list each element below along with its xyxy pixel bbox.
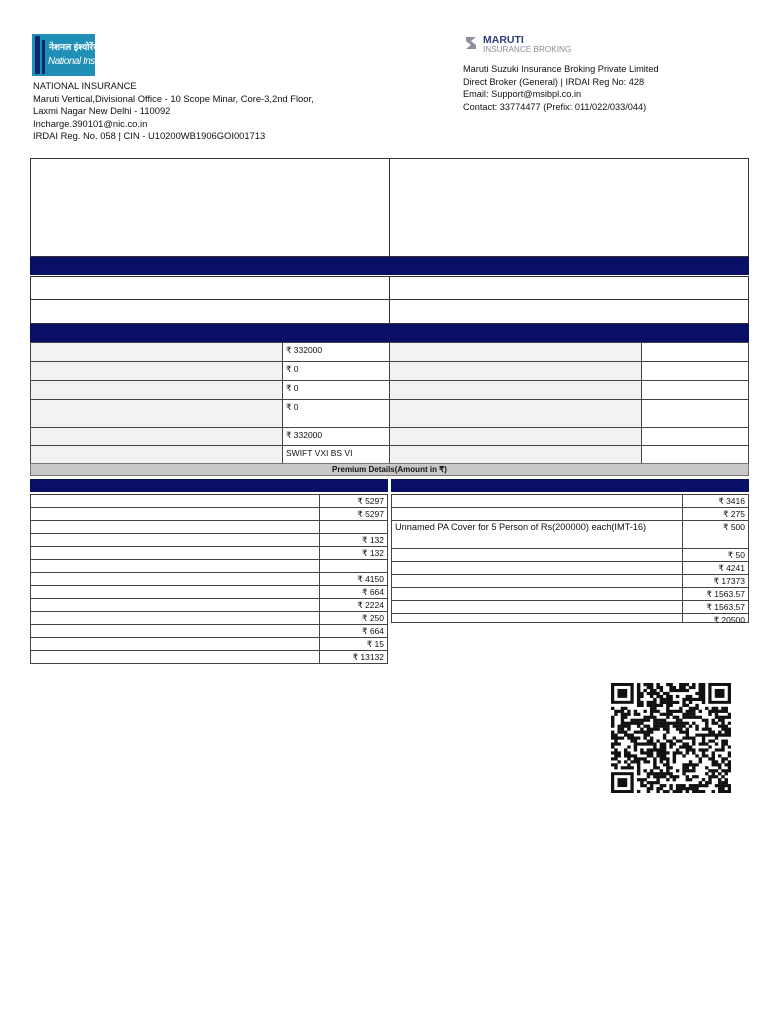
insurer-email: Incharge.390101@nic.co.in [33,117,148,129]
premium-amount: ₹ 5297 [357,509,384,519]
premium-amount: ₹ 4241 [718,563,745,573]
left-premium-table [30,494,388,664]
idv-value: ₹ 332000 [286,345,323,355]
premium-row [392,521,748,549]
cng-value: ₹ 0 [286,402,299,412]
info-cell [30,276,390,300]
premium-row [31,599,387,612]
logo-hindi-text: नेशनल इंश्योरेंस [49,42,100,52]
premium-row [392,601,748,614]
premium-amount: ₹ 17373 [713,576,745,586]
qr-code [611,683,731,793]
national-insurance-logo [32,34,123,76]
maruti-logo [463,34,603,56]
vehicle-label [389,342,642,362]
total-idv-value: ₹ 332000 [286,430,323,440]
model-value: SWIFT VXI BS VI [286,448,353,458]
premium-row [31,495,387,508]
vehicle-value [282,427,390,446]
vehicle-label [389,380,642,400]
premium-row [31,560,387,573]
vehicle-label [30,445,283,464]
premium-amount: ₹ 132 [362,548,384,558]
premium-row [392,588,748,601]
accessories-value: ₹ 0 [286,364,299,374]
vehicle-label [30,399,283,428]
vehicle-value [641,399,749,428]
premium-amount: ₹ 664 [362,626,384,636]
vehicle-details-grid [30,342,749,464]
broker-details [463,63,659,113]
vehicle-value [282,342,390,362]
premium-row [31,586,387,599]
premium-amount: ₹ 50 [727,550,745,560]
insurer-address [33,80,314,143]
vehicle-label [30,380,283,400]
premium-row [31,625,387,638]
premium-amount: ₹ 1563.57 [706,589,745,599]
policy-info-box-left [30,158,390,257]
premium-row [31,651,387,664]
suzuki-s-icon [463,35,479,51]
broker-reg: Direct Broker (General) | IRDAI Reg No: 428 [463,76,645,87]
vehicle-value [641,427,749,446]
premium-row [392,614,748,626]
electrical-value: ₹ 0 [286,383,299,393]
premium-row [392,508,748,521]
premium-amount: ₹ 5297 [357,496,384,506]
vehicle-label [389,445,642,464]
vehicle-value [641,380,749,400]
insurer-address-line2: Laxmi Nagar New Delhi - 110092 [33,105,171,116]
broker-contact: Contact: 33774477 (Prefix: 011/022/033/044) [463,101,647,112]
own-damage-header-bar [30,479,388,492]
premium-amount: ₹ 132 [362,535,384,545]
premium-row [31,573,387,586]
vehicle-value [641,342,749,362]
premium-row [31,612,387,625]
premium-row [392,562,748,575]
vehicle-label [389,399,642,428]
vehicle-label [30,361,283,381]
broker-name: Maruti Suzuki Insurance Broking Private Limited [463,64,659,74]
premium-row [392,549,748,562]
right-premium-table [391,494,749,623]
vehicle-label [30,427,283,446]
premium-amount: ₹ 13132 [352,652,384,662]
info-cell [389,276,749,300]
premium-row [392,495,748,508]
vehicle-value [282,445,390,464]
section-header-bar [30,257,749,275]
insurer-address-line1: Maruti Vertical,Divisional Office - 10 Scope Minar, Core-3,2nd Floor, [33,92,314,104]
info-cell [30,299,390,324]
premium-amount: ₹ 4150 [357,574,384,584]
vehicle-section-header [30,324,749,342]
info-cell [389,299,749,324]
vehicle-value [282,380,390,400]
vehicle-label [389,427,642,446]
premium-description: Unnamed PA Cover for 5 Person of Rs(200000) each(IMT-16) [395,522,647,532]
vehicle-label [389,361,642,381]
premium-row [31,534,387,547]
logo-sub: INSURANCE BROKING [483,45,572,54]
premium-amount: ₹ 3416 [718,496,745,506]
vehicle-value [641,445,749,464]
policy-info-box-right [389,158,749,257]
premium-amount: ₹ 20500 [713,615,745,625]
premium-amount: ₹ 664 [362,587,384,597]
insurer-reg: IRDAI Reg. No. 058 | CIN - U10200WB1906GOI001713 [33,130,266,141]
premium-row [31,547,387,560]
premium-amount: ₹ 250 [362,613,384,623]
vehicle-value [282,361,390,381]
broker-email: Email: Support@msibpl.co.in [463,89,582,99]
premium-row [31,508,387,521]
premium-row [31,521,387,534]
premium-row [392,575,748,588]
premium-row [31,638,387,651]
logo-brand: MARUTI [483,34,524,46]
logo-english-text: National Insurance [48,56,123,67]
premium-amount: ₹ 1563.57 [706,602,745,612]
premium-amount: ₹ 275 [723,509,745,519]
premium-amount: ₹ 15 [366,639,384,649]
insurer-name: NATIONAL INSURANCE [33,80,137,91]
premium-details-header: Premium Details(Amount in ₹) [30,463,749,476]
premium-amount: ₹ 500 [723,522,745,532]
liability-header-bar [391,479,749,492]
vehicle-label [30,342,283,362]
premium-amount: ₹ 2224 [357,600,384,610]
vehicle-value [641,361,749,381]
vehicle-value [282,399,390,428]
